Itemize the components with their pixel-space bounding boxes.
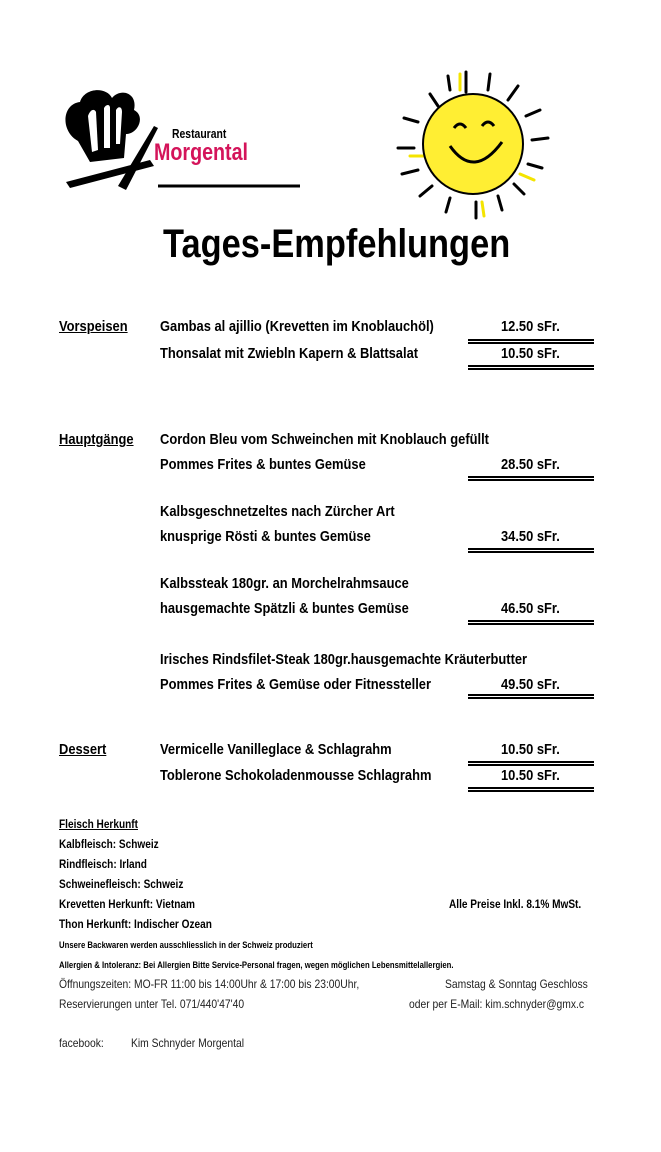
origin-shrimp: Krevetten Herkunft: Vietnam: [59, 897, 195, 911]
bakery-note: Unsere Backwaren werden ausschliesslich in der Schweiz produziert: [59, 940, 313, 950]
price-divider: [468, 365, 594, 370]
price-divider: [468, 620, 594, 625]
price-divider: [468, 476, 594, 481]
dish-price: 46.50 sFr.: [501, 600, 560, 617]
dish-side: Pommes Frites & Gemüse oder Fitnessteller: [160, 676, 432, 693]
dish-price: 28.50 sFr.: [501, 456, 560, 473]
dish-price: 12.50 sFr.: [501, 318, 560, 335]
dish-name: Kalbsgeschnetzeltes nach Zürcher Art: [160, 503, 395, 520]
dish-name: Vermicelle Vanilleglace & Schlagrahm: [160, 741, 392, 758]
origin-heading: Fleisch Herkunft: [59, 817, 138, 831]
reservation-phone: Reservierungen unter Tel. 071/440'47'40: [59, 997, 245, 1011]
dish-side: hausgemachte Spätzli & buntes Gemüse: [160, 600, 409, 617]
price-divider: [468, 339, 594, 344]
section-heading-mains: Hauptgänge: [59, 431, 134, 448]
dish-side: knusprige Rösti & buntes Gemüse: [160, 528, 371, 545]
dish-name: Thonsalat mit Zwiebln Kapern & Blattsalat: [160, 345, 419, 362]
page-title: Tages-Empfehlungen: [163, 222, 511, 266]
dish-price: 10.50 sFr.: [501, 741, 560, 758]
section-heading-dessert: Dessert: [59, 741, 107, 758]
dish-name: Cordon Bleu vom Schweinchen mit Knoblauch gefüllt: [160, 431, 489, 448]
price-divider: [468, 548, 594, 553]
smiling-sun-icon: [390, 70, 555, 220]
origin-beef: Rindfleisch: Irland: [59, 857, 147, 871]
logo-line2: Morgental: [154, 139, 249, 166]
vat-note: Alle Preise Inkl. 8.1% MwSt.: [449, 897, 582, 911]
dish-price: 34.50 sFr.: [501, 528, 560, 545]
allergy-note: Allergien & Intoleranz: Bei Allergien Bitte Service-Personal fragen, wegen möglichen Lebensmittelallergien.: [59, 960, 454, 970]
price-divider: [468, 694, 594, 699]
price-divider: [468, 787, 594, 792]
dish-price: 10.50 sFr.: [501, 767, 560, 784]
dish-name: Irisches Rindsfilet-Steak 180gr.hausgemachte Kräuterbutter: [160, 651, 528, 668]
price-divider: [468, 761, 594, 766]
origin-pork: Schweinefleisch: Schweiz: [59, 877, 184, 891]
dish-name: Gambas al ajillio (Krevetten im Knoblauchöl): [160, 318, 434, 335]
dish-price: 10.50 sFr.: [501, 345, 560, 362]
reservation-email: oder per E-Mail: kim.schnyder@gmx.c: [409, 997, 585, 1011]
origin-tuna: Thon Herkunft: Indischer Ozean: [59, 917, 212, 931]
opening-hours: Öffnungszeiten: MO-FR 11:00 bis 14:00Uhr & 17:00 bis 23:00Uhr,: [59, 977, 360, 991]
dish-name: Kalbssteak 180gr. an Morchelrahmsauce: [160, 575, 409, 592]
facebook-label: facebook:: [59, 1036, 104, 1050]
dish-name: Toblerone Schokoladenmousse Schlagrahm: [160, 767, 432, 784]
origin-veal: Kalbfleisch: Schweiz: [59, 837, 159, 851]
closed-days: Samstag & Sonntag Geschloss: [445, 977, 588, 991]
dish-side: Pommes Frites & buntes Gemüse: [160, 456, 366, 473]
dish-price: 49.50 sFr.: [501, 676, 560, 693]
section-heading-starters: Vorspeisen: [59, 318, 128, 335]
facebook-link[interactable]: Kim Schnyder Morgental: [131, 1036, 244, 1050]
logo-line1: Restaurant: [172, 126, 227, 141]
